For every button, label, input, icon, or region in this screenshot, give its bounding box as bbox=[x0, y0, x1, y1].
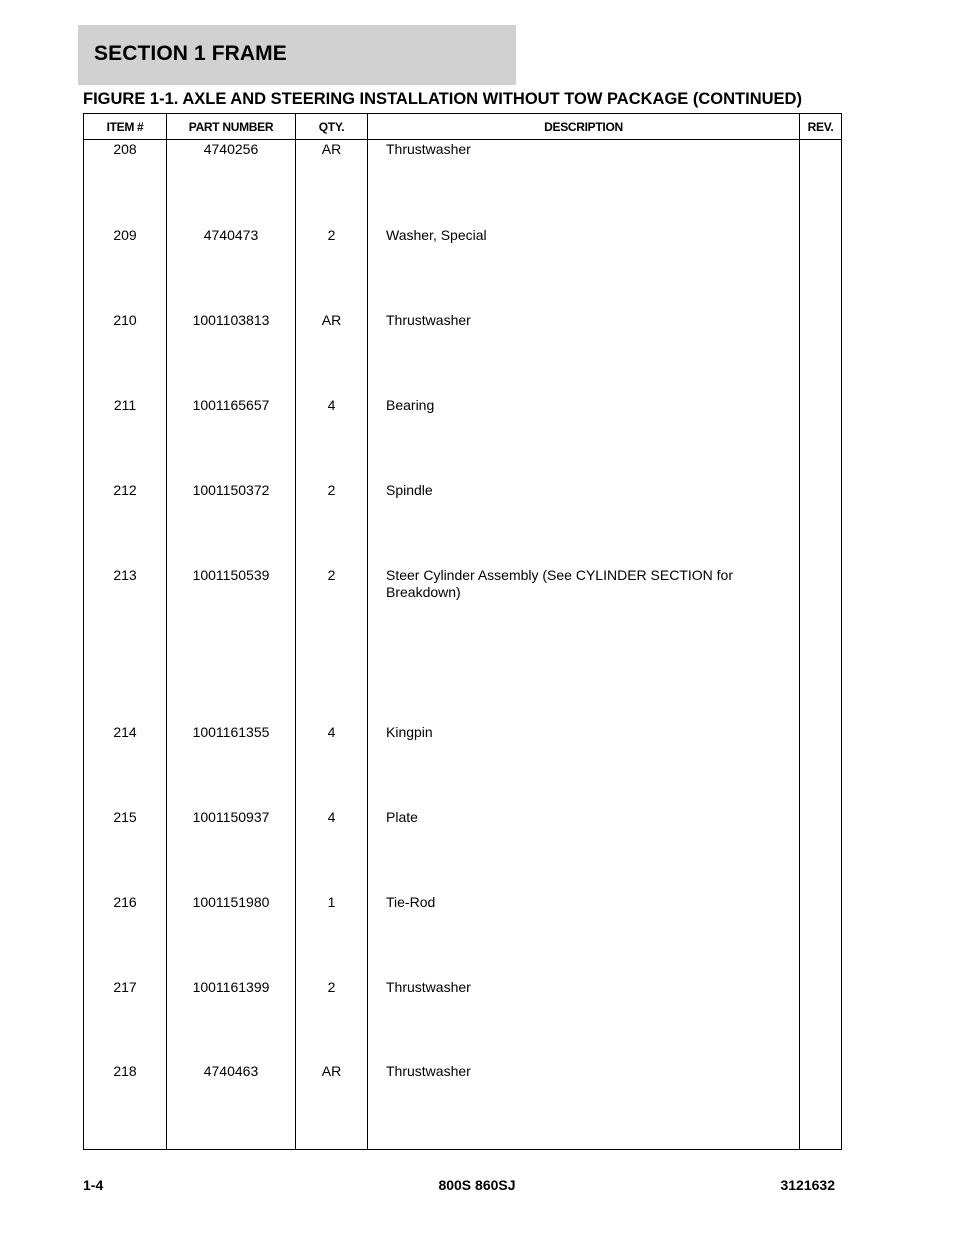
column-header-part-number: PART NUMBER bbox=[167, 114, 296, 140]
part-number: 1001151980 bbox=[167, 893, 296, 978]
item-number: 208 bbox=[84, 140, 167, 227]
description: Thrustwasher bbox=[368, 140, 800, 227]
table-empty-space bbox=[84, 1147, 842, 1149]
table-row bbox=[84, 723, 842, 808]
description: Spindle bbox=[368, 481, 800, 566]
table-row bbox=[84, 396, 842, 481]
part-number: 4740473 bbox=[167, 226, 296, 311]
empty-cell bbox=[167, 1147, 296, 1149]
table-row bbox=[84, 808, 842, 893]
quantity: 4 bbox=[296, 808, 368, 893]
revision bbox=[800, 396, 842, 481]
revision bbox=[800, 723, 842, 808]
description: Thrustwasher bbox=[368, 1062, 800, 1147]
description: Thrustwasher bbox=[368, 311, 800, 396]
quantity: 4 bbox=[296, 396, 368, 481]
empty-cell bbox=[800, 1147, 842, 1149]
description: Tie-Rod bbox=[368, 893, 800, 978]
quantity: AR bbox=[296, 311, 368, 396]
revision bbox=[800, 1062, 842, 1147]
table-header-row bbox=[84, 114, 842, 140]
quantity: AR bbox=[296, 140, 368, 227]
table-row bbox=[84, 893, 842, 978]
table-row bbox=[84, 566, 842, 723]
revision bbox=[800, 808, 842, 893]
table-row bbox=[84, 226, 842, 311]
figure-title: FIGURE 1-1. AXLE AND STEERING INSTALLATION WITHOUT TOW PACKAGE (CONTINUED) bbox=[83, 90, 802, 108]
quantity: 2 bbox=[296, 566, 368, 723]
part-number: 1001103813 bbox=[167, 311, 296, 396]
parts-table bbox=[83, 113, 842, 1150]
item-number: 210 bbox=[84, 311, 167, 396]
quantity: 2 bbox=[296, 481, 368, 566]
revision bbox=[800, 893, 842, 978]
table-row bbox=[84, 1062, 842, 1147]
column-header-description: DESCRIPTION bbox=[368, 114, 800, 140]
item-number: 213 bbox=[84, 566, 167, 723]
empty-cell bbox=[84, 1147, 167, 1149]
section-title: SECTION 1 FRAME bbox=[94, 42, 287, 65]
part-number: 1001161355 bbox=[167, 723, 296, 808]
quantity: 2 bbox=[296, 978, 368, 1063]
quantity: 4 bbox=[296, 723, 368, 808]
revision bbox=[800, 311, 842, 396]
item-number: 215 bbox=[84, 808, 167, 893]
quantity: 1 bbox=[296, 893, 368, 978]
column-header-qty: QTY. bbox=[296, 114, 368, 140]
quantity: 2 bbox=[296, 226, 368, 311]
description: Kingpin bbox=[368, 723, 800, 808]
description: Washer, Special bbox=[368, 226, 800, 311]
page-number: 1-4 bbox=[83, 1177, 104, 1193]
part-number: 1001165657 bbox=[167, 396, 296, 481]
table-row bbox=[84, 140, 842, 227]
revision bbox=[800, 140, 842, 227]
part-number: 1001150539 bbox=[167, 566, 296, 723]
table-row bbox=[84, 978, 842, 1063]
column-header-rev: REV. bbox=[800, 114, 842, 140]
part-number: 4740256 bbox=[167, 140, 296, 227]
item-number: 212 bbox=[84, 481, 167, 566]
item-number: 217 bbox=[84, 978, 167, 1063]
description: Plate bbox=[368, 808, 800, 893]
revision bbox=[800, 226, 842, 311]
description: Bearing bbox=[368, 396, 800, 481]
manual-number: 3121632 bbox=[780, 1177, 835, 1193]
part-number: 1001161399 bbox=[167, 978, 296, 1063]
column-header-item: ITEM # bbox=[84, 114, 167, 140]
table-row bbox=[84, 311, 842, 396]
table-row bbox=[84, 481, 842, 566]
item-number: 218 bbox=[84, 1062, 167, 1147]
revision bbox=[800, 481, 842, 566]
section-banner bbox=[78, 25, 516, 85]
quantity: AR bbox=[296, 1062, 368, 1147]
revision bbox=[800, 978, 842, 1063]
description: Steer Cylinder Assembly (See CYLINDER SECTION for Breakdown) bbox=[368, 566, 800, 723]
empty-cell bbox=[296, 1147, 368, 1149]
model-name: 800S 860SJ bbox=[438, 1177, 516, 1193]
part-number: 1001150937 bbox=[167, 808, 296, 893]
item-number: 214 bbox=[84, 723, 167, 808]
revision bbox=[800, 566, 842, 723]
part-number: 1001150372 bbox=[167, 481, 296, 566]
description: Thrustwasher bbox=[368, 978, 800, 1063]
empty-cell bbox=[368, 1147, 800, 1149]
item-number: 209 bbox=[84, 226, 167, 311]
item-number: 216 bbox=[84, 893, 167, 978]
part-number: 4740463 bbox=[167, 1062, 296, 1147]
item-number: 211 bbox=[84, 396, 167, 481]
